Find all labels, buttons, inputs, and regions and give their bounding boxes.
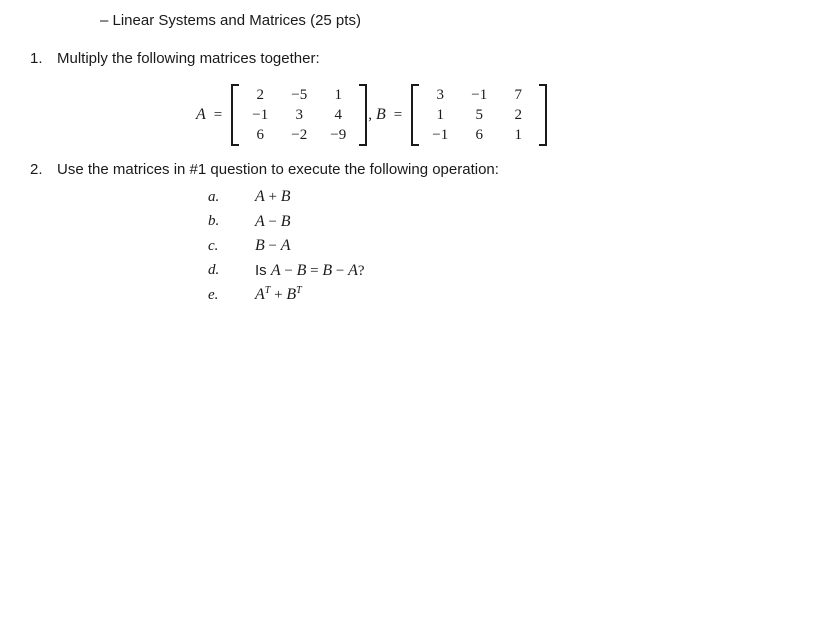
matrix-cell: 5 (475, 107, 483, 123)
math-text: ? (357, 262, 365, 279)
math-text: + (264, 189, 281, 206)
matrix-cell: 6 (475, 127, 483, 143)
list-item-e (0, 283, 824, 308)
question-2-text: Use the matrices in #1 question to execute the following operation: (57, 161, 499, 178)
matrix-a-right-bracket (359, 84, 367, 146)
matrix-cell: 1 (436, 107, 444, 123)
math-text: − (264, 213, 281, 230)
matrix-b (411, 84, 547, 146)
item-letter: c. (208, 237, 219, 254)
question-1-text: Multiply the following matrices together: (57, 50, 320, 67)
item-expression (255, 213, 291, 231)
matrix-cell: 3 (295, 107, 303, 123)
matrix-cell: −1 (432, 127, 449, 143)
matrix-cell: 2 (514, 107, 522, 123)
item-expression (255, 188, 291, 206)
item-letter: a. (208, 188, 220, 205)
matrix-a (231, 84, 367, 146)
math-variable: A (255, 286, 265, 304)
math-variable: A (348, 261, 358, 279)
math-text: = (306, 262, 323, 279)
math-text: + (270, 287, 287, 304)
math-variable: B (255, 237, 265, 255)
math-variable: A (270, 261, 281, 279)
math-variable: A (255, 188, 265, 206)
math-text: − (264, 238, 281, 255)
list-item-c (0, 234, 824, 259)
matrix-b-left-bracket (411, 84, 419, 146)
item-letter: b. (208, 213, 220, 230)
matrix-cell: 6 (256, 127, 264, 143)
list-item-b (0, 210, 824, 235)
question-1 (0, 50, 824, 68)
question-1-number: 1. (30, 50, 43, 67)
matrix-cell: −5 (291, 87, 308, 103)
list-item-a (0, 185, 824, 210)
item-expression (255, 237, 291, 255)
math-text: − (332, 262, 349, 279)
matrix-cell: 1 (514, 127, 522, 143)
equals-sign: = (393, 107, 403, 123)
math-text: − (280, 262, 297, 279)
math-superscript: T (264, 285, 271, 297)
item-letter: d. (208, 262, 220, 279)
matrix-a-left-bracket (231, 84, 239, 146)
matrix-cell: 1 (334, 87, 342, 103)
matrix-cell: −9 (330, 127, 347, 143)
item-letter: e. (208, 286, 219, 303)
comma-separator: , (368, 106, 372, 123)
matrix-b-cells (419, 84, 539, 146)
matrix-cell: 3 (436, 87, 444, 103)
math-superscript: T (296, 285, 302, 297)
equals-sign: = (213, 107, 223, 123)
math-text: Is (255, 261, 271, 279)
math-variable: A (280, 237, 291, 255)
matrix-equation (196, 84, 824, 146)
matrix-cell: 7 (514, 87, 522, 103)
q2-list (0, 185, 824, 308)
matrix-cell: 2 (256, 87, 264, 103)
matrix-cell: −1 (252, 107, 269, 123)
matrix-b-right-bracket (539, 84, 547, 146)
matrix-b-label (376, 106, 411, 124)
math-variable: B (296, 261, 307, 279)
question-2 (0, 161, 824, 179)
page-title: – Linear Systems and Matrices (25 pts) (100, 12, 361, 29)
math-variable: A (255, 212, 265, 230)
question-2-number: 2. (30, 161, 43, 178)
matrix-cell: −2 (291, 127, 308, 143)
matrix-a-cells (239, 84, 359, 146)
math-variable: B (280, 212, 291, 230)
math-variable: B (322, 261, 333, 279)
math-variable: B (286, 286, 297, 304)
item-expression (255, 262, 365, 280)
list-item-d (0, 259, 824, 284)
math-variable: B (280, 188, 291, 206)
matrix-a-label (196, 106, 231, 124)
matrix-cell: −1 (471, 87, 488, 103)
item-expression (255, 286, 302, 304)
matrix-b-variable: B (376, 106, 386, 123)
matrix-a-variable: A (196, 106, 206, 123)
matrix-cell: 4 (334, 107, 342, 123)
